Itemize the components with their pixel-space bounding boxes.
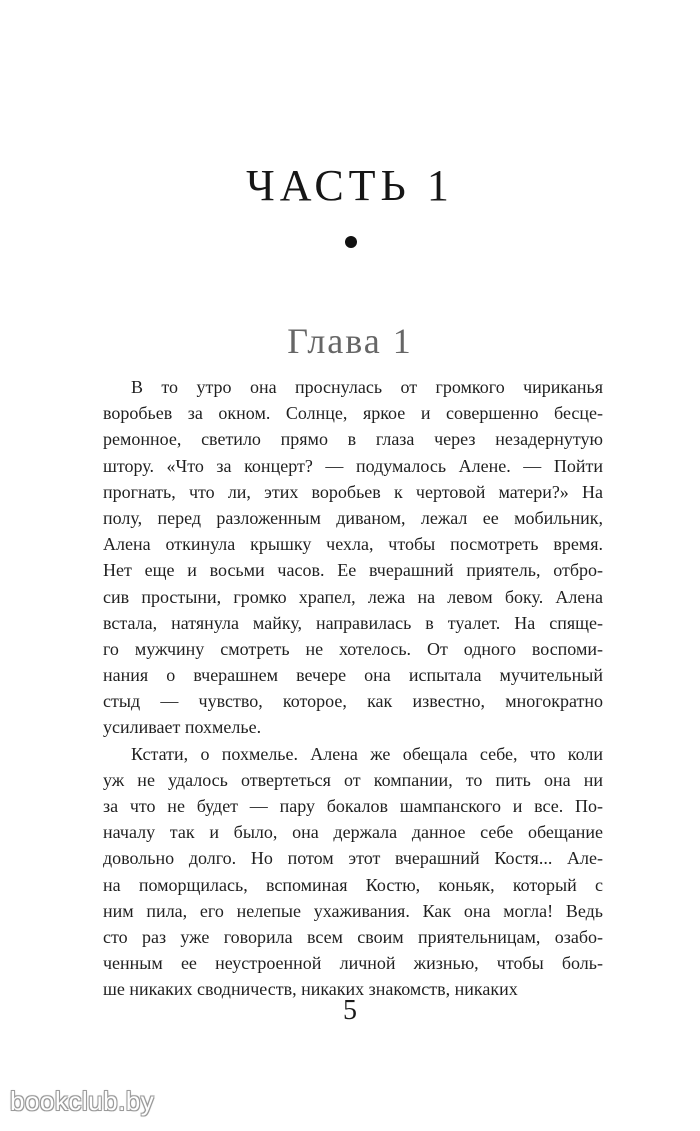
text-line: довольно долго. Но потом этот вчерашний Костя... Але- xyxy=(103,848,603,869)
text-line: ченным ее неустроенной личной жизнью, чтобы боль- xyxy=(103,953,603,974)
text-line: ремонное, светило прямо в глаза через незадернутую xyxy=(103,429,603,450)
text-line: сив простыни, громко храпел, лежа на левом боку. Алена xyxy=(103,586,603,607)
paragraph xyxy=(103,741,603,1003)
text-line: прогнать, что ли, этих воробьев к чертовой матери?» На xyxy=(103,481,603,502)
text-line: ше никаких сводничеств, никаких знакомств, никаких xyxy=(103,979,518,1000)
text-line: Кстати, о похмелье. Алена же обещала себе, что коли xyxy=(131,743,603,764)
bullet-ornament xyxy=(345,236,357,248)
text-line: Алена откинула крышку чехла, чтобы посмотреть время. xyxy=(103,534,603,555)
text-line: уж не удалось отвертеться от компании, то пить она ни xyxy=(103,769,603,790)
text-line: началу так и было, она держала данное себе обещание xyxy=(103,822,603,843)
text-line: нания о вчерашнем вечере она испытала мучительный xyxy=(103,665,603,686)
text-line: штору. «Что за концерт? — подумалось Алене. — Пойти xyxy=(103,455,603,476)
paragraph xyxy=(103,374,603,741)
body-text xyxy=(103,374,603,1003)
text-line: В то утро она проснулась от громкого чириканья xyxy=(131,377,603,397)
text-line: усиливает похмелье. xyxy=(103,717,262,738)
text-line: Нет еще и восьми часов. Ее вчерашний приятель, отбро- xyxy=(103,560,603,581)
text-line: за что не будет — пару бокалов шампанского и все. По- xyxy=(103,796,603,816)
text-line: стыд — чувство, которое, как известно, многократно xyxy=(103,691,603,712)
part-title: ЧАСТЬ 1 xyxy=(246,161,454,210)
text-line: го мужчину смотреть не хотелось. От одного воспоми- xyxy=(103,638,603,659)
text-line: полу, перед разложенным диваном, лежал ее мобильник, xyxy=(103,507,603,528)
text-line: сто раз уже говорила всем своим приятельницам, озабо- xyxy=(103,926,603,947)
page-number: 5 xyxy=(343,995,357,1026)
text-line: встала, натянула майку, направилась в туалет. На спяще- xyxy=(103,612,603,633)
text-line: ним пила, его нелепые ухаживания. Как она могла! Ведь xyxy=(103,900,603,921)
chapter-title: Глава 1 xyxy=(287,321,413,361)
watermark: bookclub.by xyxy=(10,1086,155,1116)
text-line: воробьев за окном. Солнце, яркое и совершенно бесце- xyxy=(103,403,603,424)
text-line: на поморщилась, вспоминая Костю, коньяк, который с xyxy=(103,874,603,895)
